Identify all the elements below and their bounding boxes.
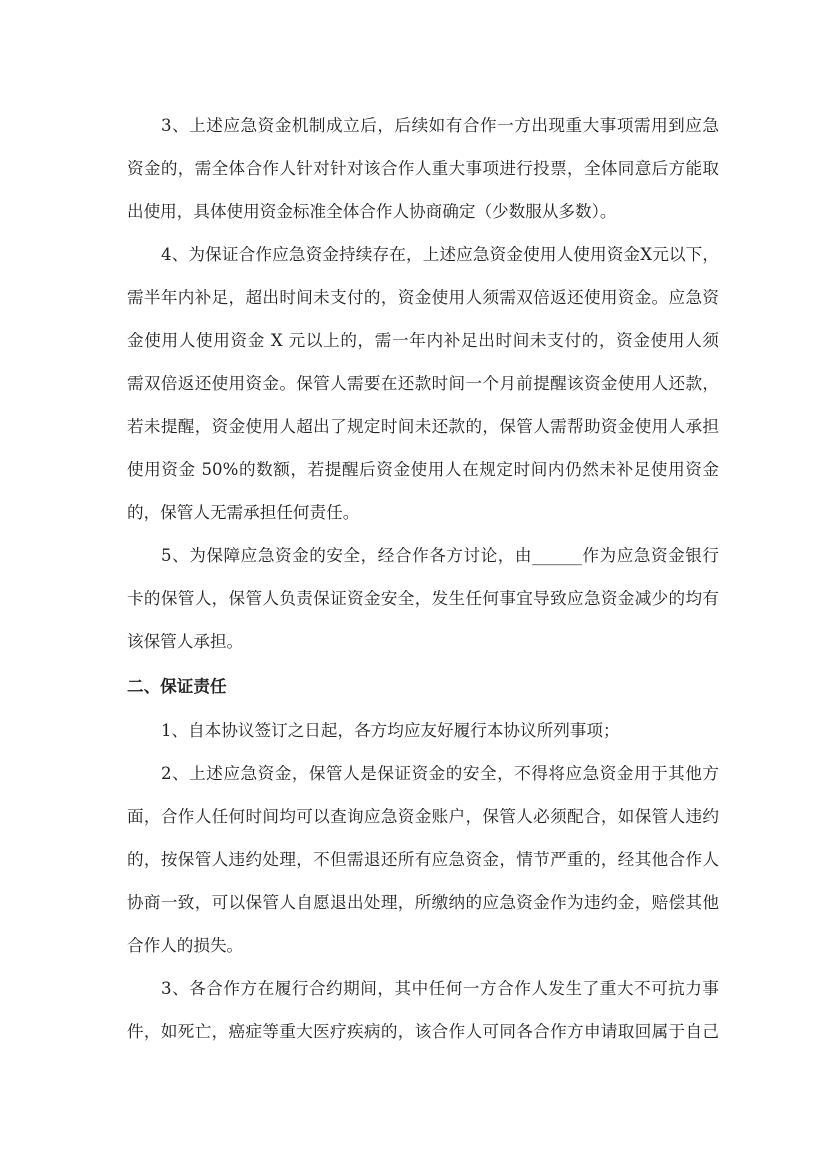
text-line: 4、为保证合作应急资金持续存在，上述应急资金使用人使用资金X元以下，: [161, 245, 719, 264]
text-line: 该保管人承担。: [127, 632, 244, 651]
text-line: 件，如死亡，癌症等重大医疗疾病的，该合作人可同各合作方申请取回属于自己: [127, 1022, 719, 1041]
paragraph-p3: [127, 104, 719, 233]
text-line: 面，合作人任何时间均可以查询应急资金账户，保管人必须配合，如保管人违约: [127, 807, 719, 826]
text-line: 的，按保管人违约处理，不但需退还所有应急资金，情节严重的，经其他合作人: [127, 850, 719, 869]
text-line: 使用资金 50%的数额，若提醒后资金使用人在规定时间内仍然未补足使用资金: [127, 460, 719, 479]
text-line: 3、上述应急资金机制成立后，后续如有合作一方出现重大事项需用到应急: [161, 116, 719, 135]
section-heading: 二、保证责任: [127, 676, 227, 696]
document-page: [127, 104, 719, 1053]
text-line: 需双倍返还使用资金。保管人需要在还款时间一个月前提醒该资金使用人还款，: [127, 374, 719, 393]
text-line: 金使用人使用资金 X 元以上的，需一年内补足出时间未支付的，资金使用人须: [127, 331, 719, 350]
text-line: 出使用，具体使用资金标准全体合作人协商确定（少数服从多数）。: [127, 202, 617, 221]
paragraph-s3: [127, 967, 719, 1053]
text-line: 5、为保障应急资金的安全，经合作各方讨论，由______作为应急资金银行: [161, 546, 719, 565]
text-line: 的，保管人无需承担任何责任。: [127, 503, 360, 522]
guarantee-clause-list: [127, 709, 719, 1053]
paragraph-p4: [127, 233, 719, 534]
text-line: 资金的，需全体合作人针对针对该合作人重大事项进行投票，全体同意后方能取: [127, 159, 719, 178]
paragraph-s2: [127, 752, 719, 967]
text-line: 合作人的损失。: [127, 936, 244, 955]
text-line: 3、各合作方在履行合约期间，其中任何一方合作人发生了重大不可抗力事: [161, 979, 719, 998]
text-line: 卡的保管人，保管人负责保证资金安全，发生任何事宜导致应急资金减少的均有: [127, 589, 719, 608]
paragraph-p5: [127, 534, 719, 663]
text-line: 2、上述应急资金，保管人是保证资金的安全，不得将应急资金用于其他方: [161, 764, 719, 783]
text-line: 协商一致，可以保管人自愿退出处理，所缴纳的应急资金作为违约金，赔偿其他: [127, 893, 719, 912]
text-line: 若未提醒，资金使用人超出了规定时间未还款的，保管人需帮助资金使用人承担: [127, 417, 719, 436]
clause-list: [127, 104, 719, 663]
text-line: 需半年内补足，超出时间未支付的，资金使用人须需双倍返还使用资金。应急资: [127, 288, 719, 307]
text-line: 1、自本协议签订之日起，各方均应友好履行本协议所列事项；: [161, 721, 620, 740]
paragraph-s1: [127, 709, 719, 752]
